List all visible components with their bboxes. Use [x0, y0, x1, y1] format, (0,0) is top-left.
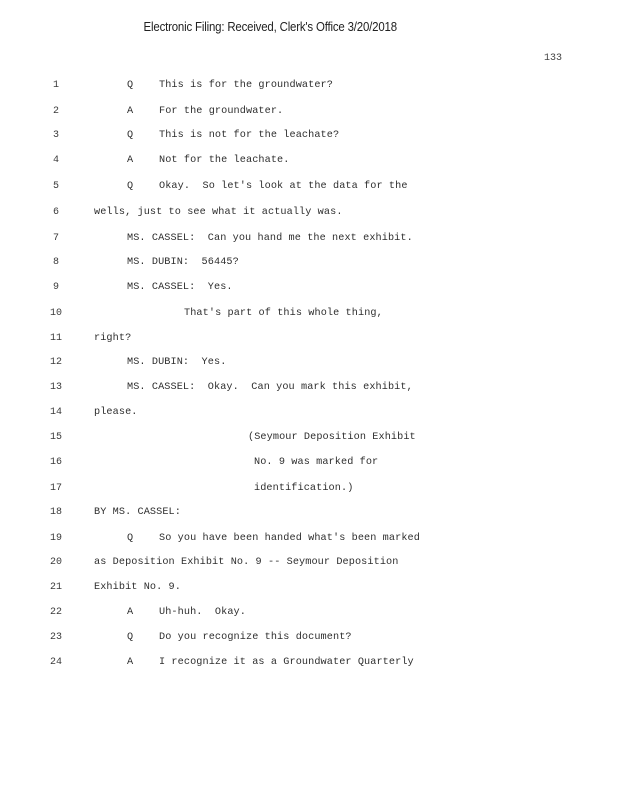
- speaker-label: Q: [127, 632, 134, 643]
- line-text: This is for the groundwater?: [159, 80, 333, 91]
- line-text: identification.): [254, 483, 354, 494]
- line-number: 10: [49, 308, 62, 319]
- line-number: 6: [52, 207, 59, 218]
- line-number: 9: [52, 282, 59, 293]
- line-number: 21: [49, 582, 62, 593]
- speaker-label: Q: [127, 533, 134, 544]
- transcript-line: [0, 432, 618, 448]
- line-number: 23: [49, 632, 62, 643]
- line-number: 7: [52, 233, 59, 244]
- transcript-line: [0, 483, 618, 499]
- line-text: I recognize it as a Groundwater Quarterly: [159, 657, 414, 668]
- line-text: MS. DUBIN: Yes.: [127, 357, 227, 368]
- transcript-line: [0, 507, 618, 523]
- line-number: 8: [52, 257, 59, 268]
- line-number: 1: [52, 80, 59, 91]
- line-text: Uh-huh. Okay.: [159, 607, 246, 618]
- line-number: 17: [49, 483, 62, 494]
- transcript-line: [0, 333, 618, 349]
- line-text: MS. CASSEL: Can you hand me the next exhibit.: [127, 233, 413, 244]
- line-text: MS. DUBIN: 56445?: [127, 257, 239, 268]
- transcript-line: [0, 233, 618, 249]
- speaker-label: Q: [127, 130, 134, 141]
- transcript-line: [0, 130, 618, 146]
- transcript-line: [0, 632, 618, 648]
- transcript-line: [0, 80, 618, 96]
- transcript-line: [0, 207, 618, 223]
- line-text: wells, just to see what it actually was.: [94, 207, 343, 218]
- transcript-line: [0, 457, 618, 473]
- transcript-line: [0, 357, 618, 373]
- speaker-label: A: [127, 607, 134, 618]
- line-number: 24: [49, 657, 62, 668]
- transcript-line: [0, 582, 618, 598]
- page-number: 133: [544, 53, 563, 64]
- line-text: That's part of this whole thing,: [184, 308, 383, 319]
- line-number: 19: [49, 533, 62, 544]
- line-number: 14: [49, 407, 62, 418]
- line-number: 5: [52, 181, 59, 192]
- line-number: 3: [52, 130, 59, 141]
- transcript-line: [0, 382, 618, 398]
- line-text: Exhibit No. 9.: [94, 582, 181, 593]
- line-text: as Deposition Exhibit No. 9 -- Seymour Deposition: [94, 557, 399, 568]
- line-text: For the groundwater.: [159, 106, 284, 117]
- filing-stamp: Electronic Filing: Received, Clerk's Office 3/20/2018: [143, 19, 397, 34]
- line-text: MS. CASSEL: Yes.: [127, 282, 233, 293]
- line-number: 4: [52, 155, 59, 166]
- line-text: Do you recognize this document?: [159, 632, 352, 643]
- line-number: 22: [49, 607, 62, 618]
- line-number: 11: [49, 333, 62, 344]
- line-number: 18: [49, 507, 62, 518]
- transcript-line: [0, 155, 618, 171]
- transcript-line: [0, 533, 618, 549]
- line-text: No. 9 was marked for: [254, 457, 379, 468]
- line-number: 16: [49, 457, 62, 468]
- line-text: (Seymour Deposition Exhibit: [248, 432, 416, 443]
- transcript-line: [0, 407, 618, 423]
- speaker-label: Q: [127, 181, 134, 192]
- line-number: 13: [49, 382, 62, 393]
- transcript-line: [0, 106, 618, 122]
- speaker-label: A: [127, 657, 134, 668]
- transcript-line: [0, 257, 618, 273]
- line-text: MS. CASSEL: Okay. Can you mark this exhibit,: [127, 382, 413, 393]
- line-number: 20: [49, 557, 62, 568]
- line-text: BY MS. CASSEL:: [94, 507, 181, 518]
- transcript-line: [0, 557, 618, 573]
- line-number: 12: [49, 357, 62, 368]
- line-text: This is not for the leachate?: [159, 130, 340, 141]
- line-number: 15: [49, 432, 62, 443]
- transcript-line: [0, 657, 618, 673]
- speaker-label: A: [127, 106, 134, 117]
- line-text: Okay. So let's look at the data for the: [159, 181, 408, 192]
- line-text: please.: [94, 407, 138, 418]
- speaker-label: A: [127, 155, 134, 166]
- transcript-line: [0, 282, 618, 298]
- line-text: Not for the leachate.: [159, 155, 290, 166]
- transcript-line: [0, 607, 618, 623]
- transcript-line: [0, 308, 618, 324]
- speaker-label: Q: [127, 80, 134, 91]
- transcript-line: [0, 181, 618, 197]
- line-text: So you have been handed what's been marked: [159, 533, 420, 544]
- line-number: 2: [52, 106, 59, 117]
- line-text: right?: [94, 333, 132, 344]
